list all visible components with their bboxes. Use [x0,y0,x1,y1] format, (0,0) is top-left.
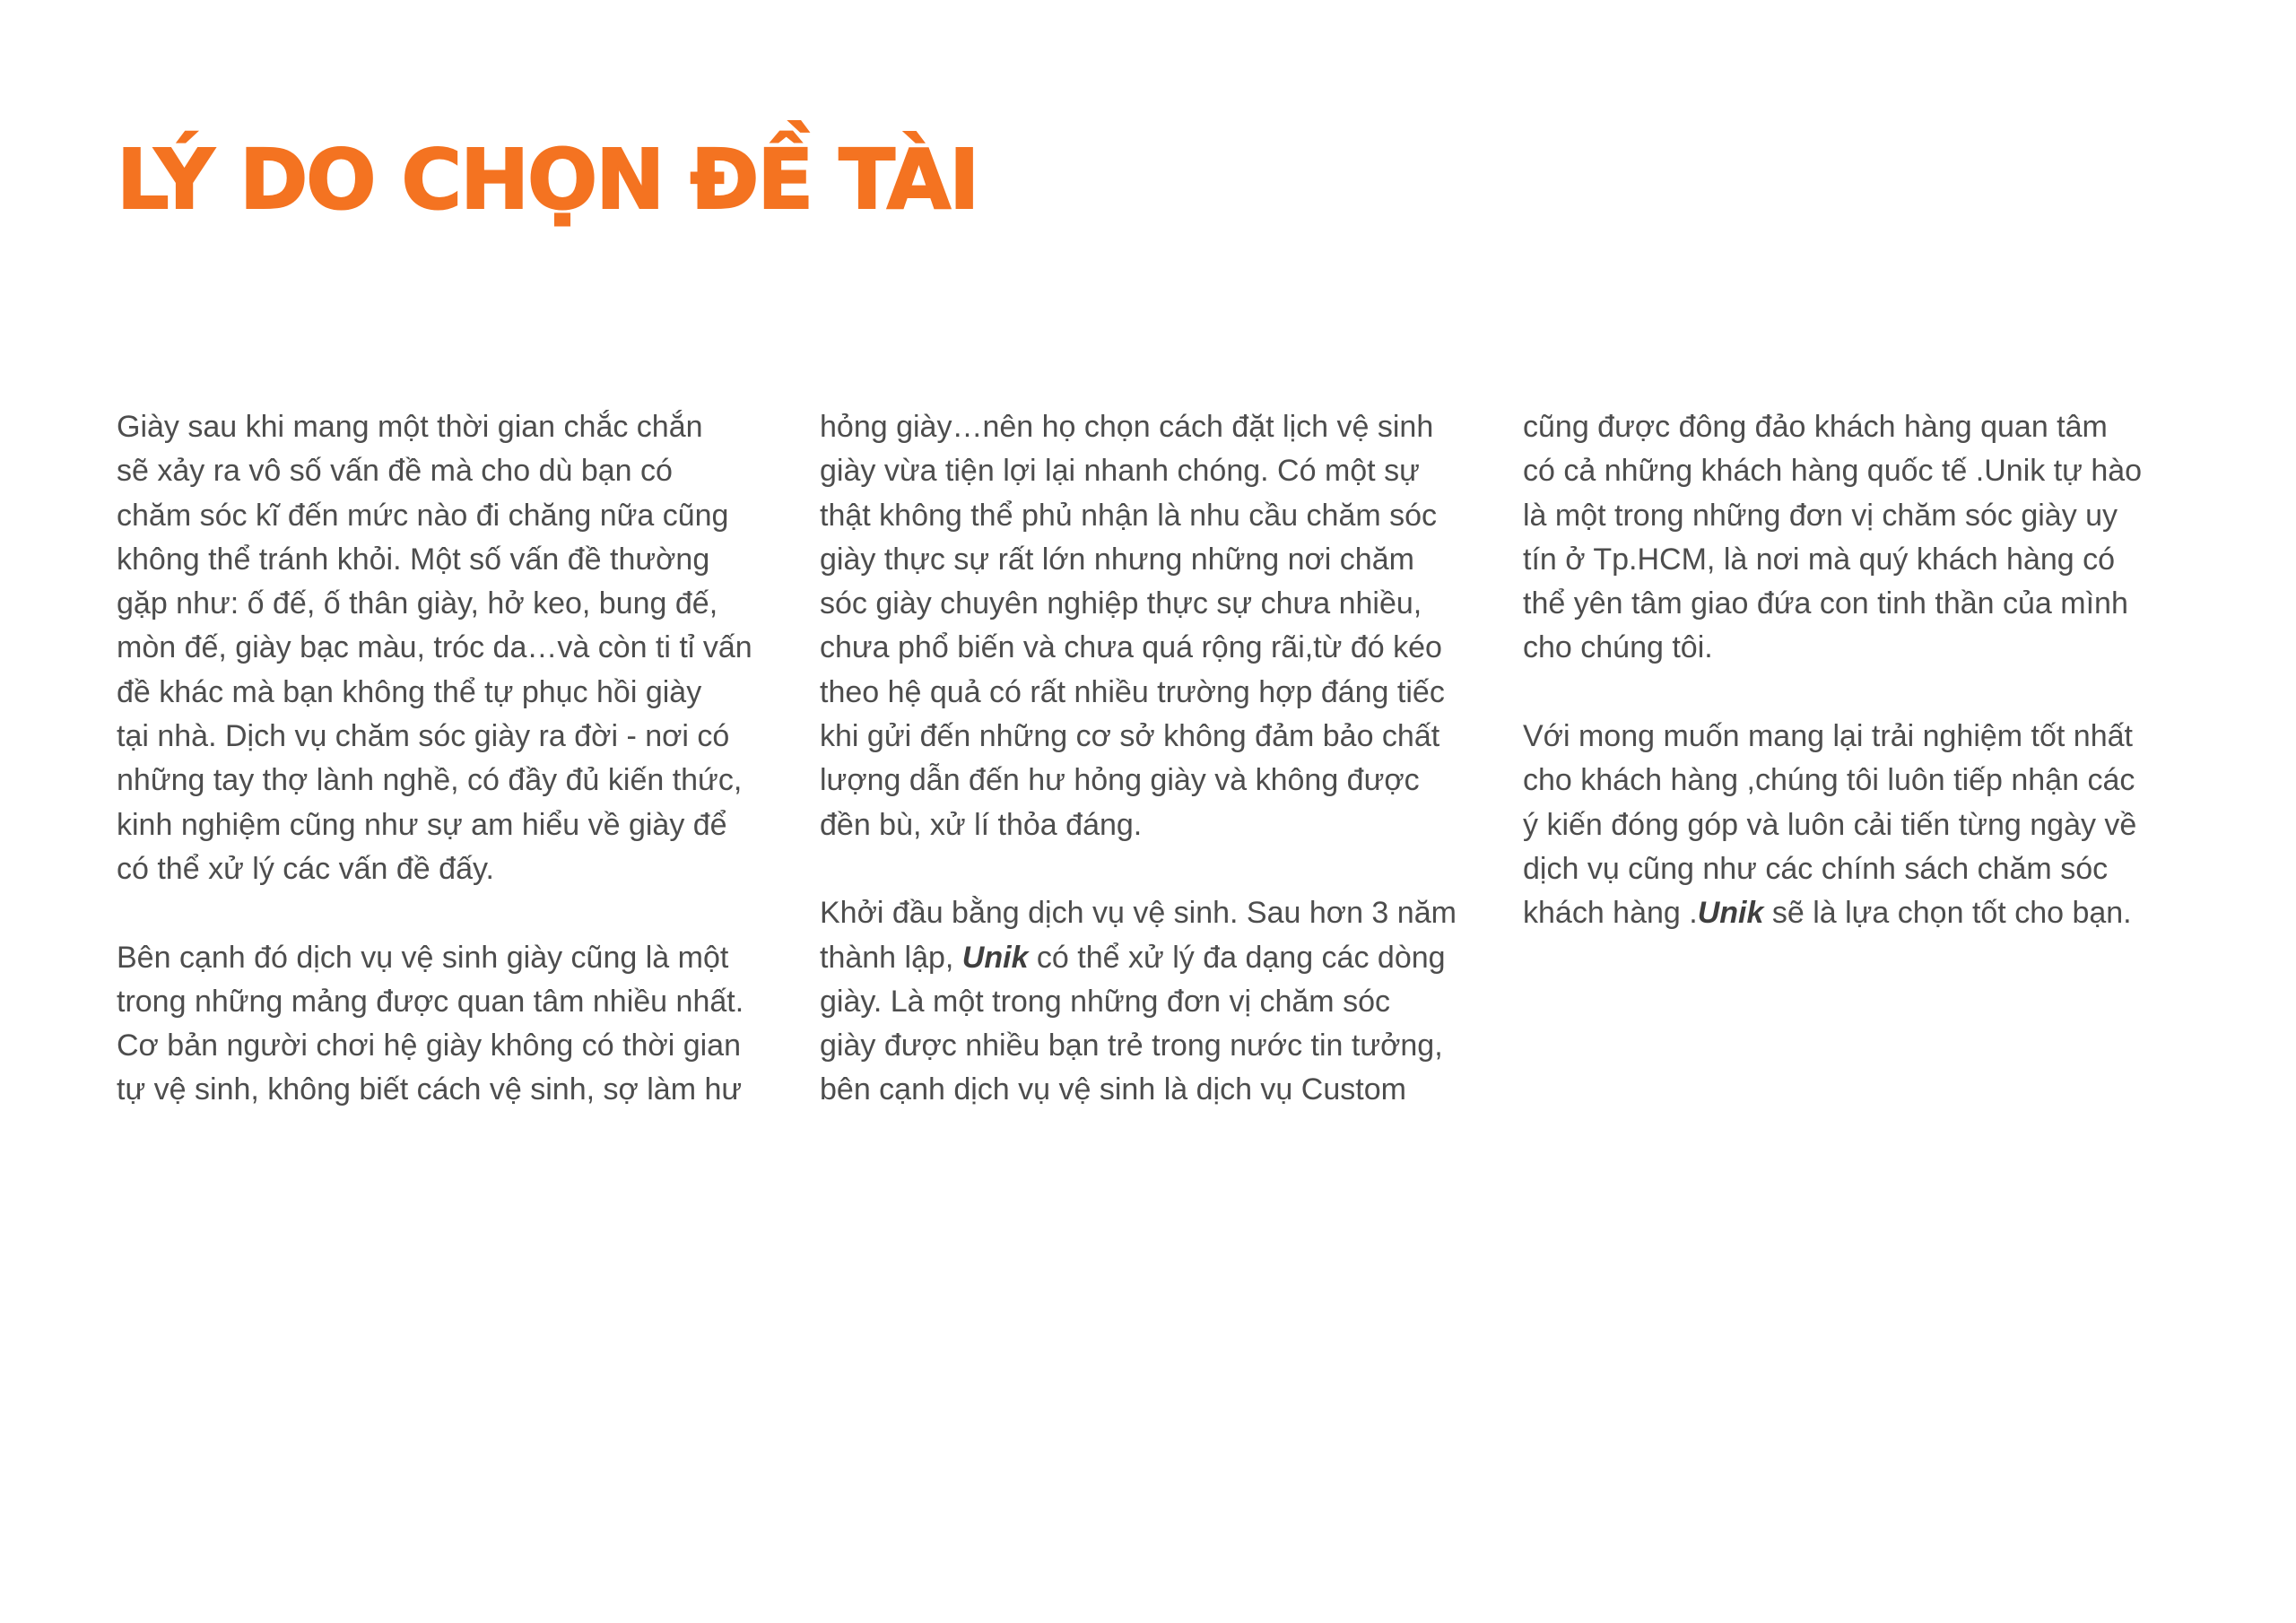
text-segment: theo hệ quả có rất nhiều trường hợp đáng tiếc [820,674,1445,709]
text-segment: cũng được đông đảo khách hàng quan tâm [1523,410,2108,444]
text-segment: tự vệ sinh, không biết cách vệ sinh, sợ làm hư [117,1072,743,1107]
text-segment: không thể tránh khỏi. Một số vấn đề thường [117,542,710,577]
text-line [1523,449,2205,493]
paragraph [820,405,1501,847]
text-segment: cho chúng tôi. [1523,630,1713,665]
text-line [820,671,1501,715]
text-line [117,671,798,715]
text-line [117,980,798,1024]
page-title: LÝ DO CHỌN ĐỀ TÀI [117,132,978,228]
text-line [117,715,798,759]
text-segment: có cả những khách hàng quốc tế .Unik tự hào [1523,454,2143,489]
text-segment: giày vừa tiện lợi lại nhanh chóng. Có một sự [820,454,1420,489]
text-line [820,1068,1501,1112]
text-column-2 [820,405,1501,1157]
text-line [820,405,1501,449]
text-line [1523,405,2205,449]
text-line [117,582,798,626]
text-line [117,494,798,538]
text-line [117,936,798,980]
text-segment: khách hàng . [1523,896,1698,931]
text-segment: tại nhà. Dịch vụ chăm sóc giày ra đời - nơi có [117,719,730,754]
text-segment: có thể xử lý đa dạng các dòng [1028,940,1446,975]
text-line [1523,759,2205,803]
text-segment: sóc giày chuyên nghiệp thực sự chưa nhiều, [820,586,1422,621]
brand-name: Unik [961,940,1029,975]
text-line [1523,626,2205,670]
text-line [117,803,798,847]
text-line [117,405,798,449]
paragraph [820,891,1501,1112]
text-line [820,980,1501,1024]
text-segment: giày. Là một trong những đơn vị chăm sóc [820,984,1390,1019]
text-segment: tín ở Tp.HCM, là nơi mà quý khách hàng có [1523,542,2116,577]
text-segment: thể yên tâm giao đứa con tinh thần của mình [1523,586,2128,621]
text-line [117,759,798,803]
text-segment: gặp như: ố đế, ố thân giày, hở keo, bung đế, [117,586,718,621]
text-segment: giày được nhiều bạn trẻ trong nước tin tưởng, [820,1028,1443,1063]
text-line [117,626,798,670]
text-line [820,582,1501,626]
text-segment: kinh nghiệm cũng như sự am hiểu về giày để [117,807,727,842]
text-segment: đền bù, xử lí thỏa đáng. [820,807,1143,842]
text-line [117,538,798,582]
text-segment: ý kiến đóng góp và luôn cải tiến từng ngày về [1523,807,2137,842]
text-line [820,715,1501,759]
text-line [1523,803,2205,847]
text-segment: lượng dẫn đến hư hỏng giày và không được [820,763,1420,798]
text-segment: bên cạnh dịch vụ vệ sinh là dịch vụ Custom [820,1072,1406,1107]
text-segment: Cơ bản người chơi hệ giày không có thời gian [117,1028,742,1063]
text-line [1523,582,2205,626]
text-segment: những tay thợ lành nghề, có đầy đủ kiến thức, [117,763,743,798]
text-segment: Bên cạnh đó dịch vụ vệ sinh giày cũng là một [117,940,729,975]
text-column-1 [117,405,798,1157]
text-line [820,449,1501,493]
text-segment: sẽ là lựa chọn tốt cho bạn. [1763,896,2132,931]
text-segment: Khởi đầu bằng dịch vụ vệ sinh. Sau hơn 3 năm [820,896,1457,931]
paragraph [1523,715,2205,935]
text-line [1523,891,2205,935]
text-column-3 [1523,405,2205,980]
text-segment: là một trong những đơn vị chăm sóc giày uy [1523,498,2118,533]
text-segment: dịch vụ cũng như các chính sách chăm sóc [1523,851,2109,886]
text-line [1523,847,2205,891]
text-segment: giày thực sự rất lớn nhưng những nơi chăm [820,542,1414,577]
text-line [117,1068,798,1112]
text-line [1523,538,2205,582]
brand-name: Unik [1697,896,1764,931]
text-segment: cho khách hàng ,chúng tôi luôn tiếp nhận các [1523,763,2135,798]
text-segment: trong những mảng được quan tâm nhiều nhất. [117,984,744,1019]
text-segment: thật không thể phủ nhận là nhu cầu chăm sóc [820,498,1438,533]
text-segment: đề khác mà bạn không thể tự phục hồi giày [117,674,702,709]
text-segment: Với mong muốn mang lại trải nghiệm tốt nhất [1523,719,2133,754]
text-segment: Giày sau khi mang một thời gian chắc chắn [117,410,703,444]
text-segment: thành lập, [820,940,962,975]
text-line [820,494,1501,538]
text-segment: sẽ xảy ra vô số vấn đề mà cho dù bạn có [117,454,673,489]
text-line [1523,715,2205,759]
text-line [820,936,1501,980]
text-line [820,538,1501,582]
text-line [117,847,798,891]
text-line [820,891,1501,935]
text-segment: khi gửi đến những cơ sở không đảm bảo chất [820,719,1440,754]
paragraph [117,405,798,891]
paragraph [1523,405,2205,671]
text-segment: có thể xử lý các vấn đề đấy. [117,851,494,886]
text-line [820,803,1501,847]
text-line [820,1024,1501,1068]
text-segment: hỏng giày…nên họ chọn cách đặt lịch vệ sinh [820,410,1434,444]
text-line [1523,494,2205,538]
paragraph [117,936,798,1113]
text-segment: mòn đế, giày bạc màu, tróc da…và còn ti tỉ vấn [117,630,752,665]
text-segment: chăm sóc kĩ đến mức nào đi chăng nữa cũng [117,498,729,533]
text-line [117,1024,798,1068]
text-line [117,449,798,493]
text-line [820,626,1501,670]
text-segment: chưa phổ biến và chưa quá rộng rãi,từ đó kéo [820,630,1442,665]
text-line [820,759,1501,803]
